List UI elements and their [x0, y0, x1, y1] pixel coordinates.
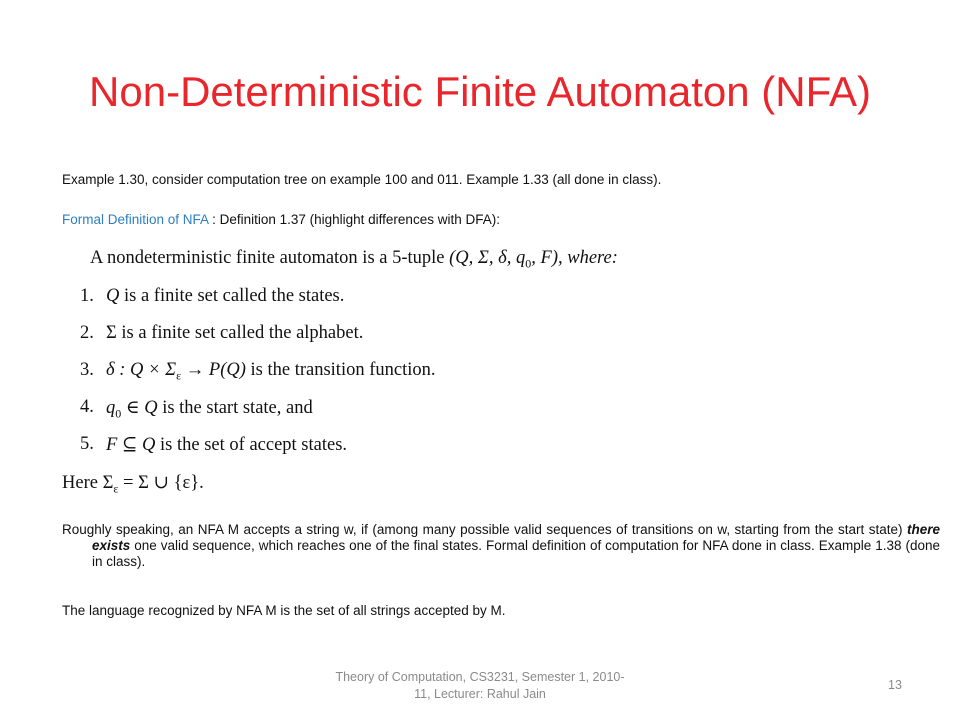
definition-intro: A nondeterministic finite automaton is a 5-tuple (Q, Σ, δ, $q_0$, F), where:	[90, 248, 618, 271]
formal-definition-link[interactable]: Formal Definition of NFA	[62, 212, 209, 227]
paragraph-formal-definition	[62, 212, 910, 228]
formal-definition-rest: : Definition 1.37 (highlight differences with DFA):	[208, 212, 500, 227]
paragraph-acceptance: Roughly speaking, an NFA M accepts a string w, if (among many possible valid sequences of transitions on w, starting from the start state) there exists one valid sequence, which reaches one of the final states. Formal definition of computation for NFA done in class. Example 1.38 (done in class).	[62, 522, 940, 569]
definition-sigma-epsilon: Here $\Sigma_\varepsilon = \Sigma$ ∪ {ε}.	[62, 473, 204, 496]
there-exists-emphasis: there exists	[92, 522, 940, 553]
slide-title: Non-Deterministic Finite Automaton (NFA)	[89, 68, 871, 115]
paragraph-examples: Example 1.30, consider computation tree on example 100 and 011. Example 1.33 (all done in class).	[62, 172, 662, 187]
slide-footer: Theory of Computation, CS3231, Semester 1, 2010-11, Lecturer: Rahul Jain	[335, 670, 625, 701]
paragraph-language: The language recognized by NFA M is the set of all strings accepted by M.	[62, 603, 506, 618]
page-number: 13	[888, 678, 902, 692]
